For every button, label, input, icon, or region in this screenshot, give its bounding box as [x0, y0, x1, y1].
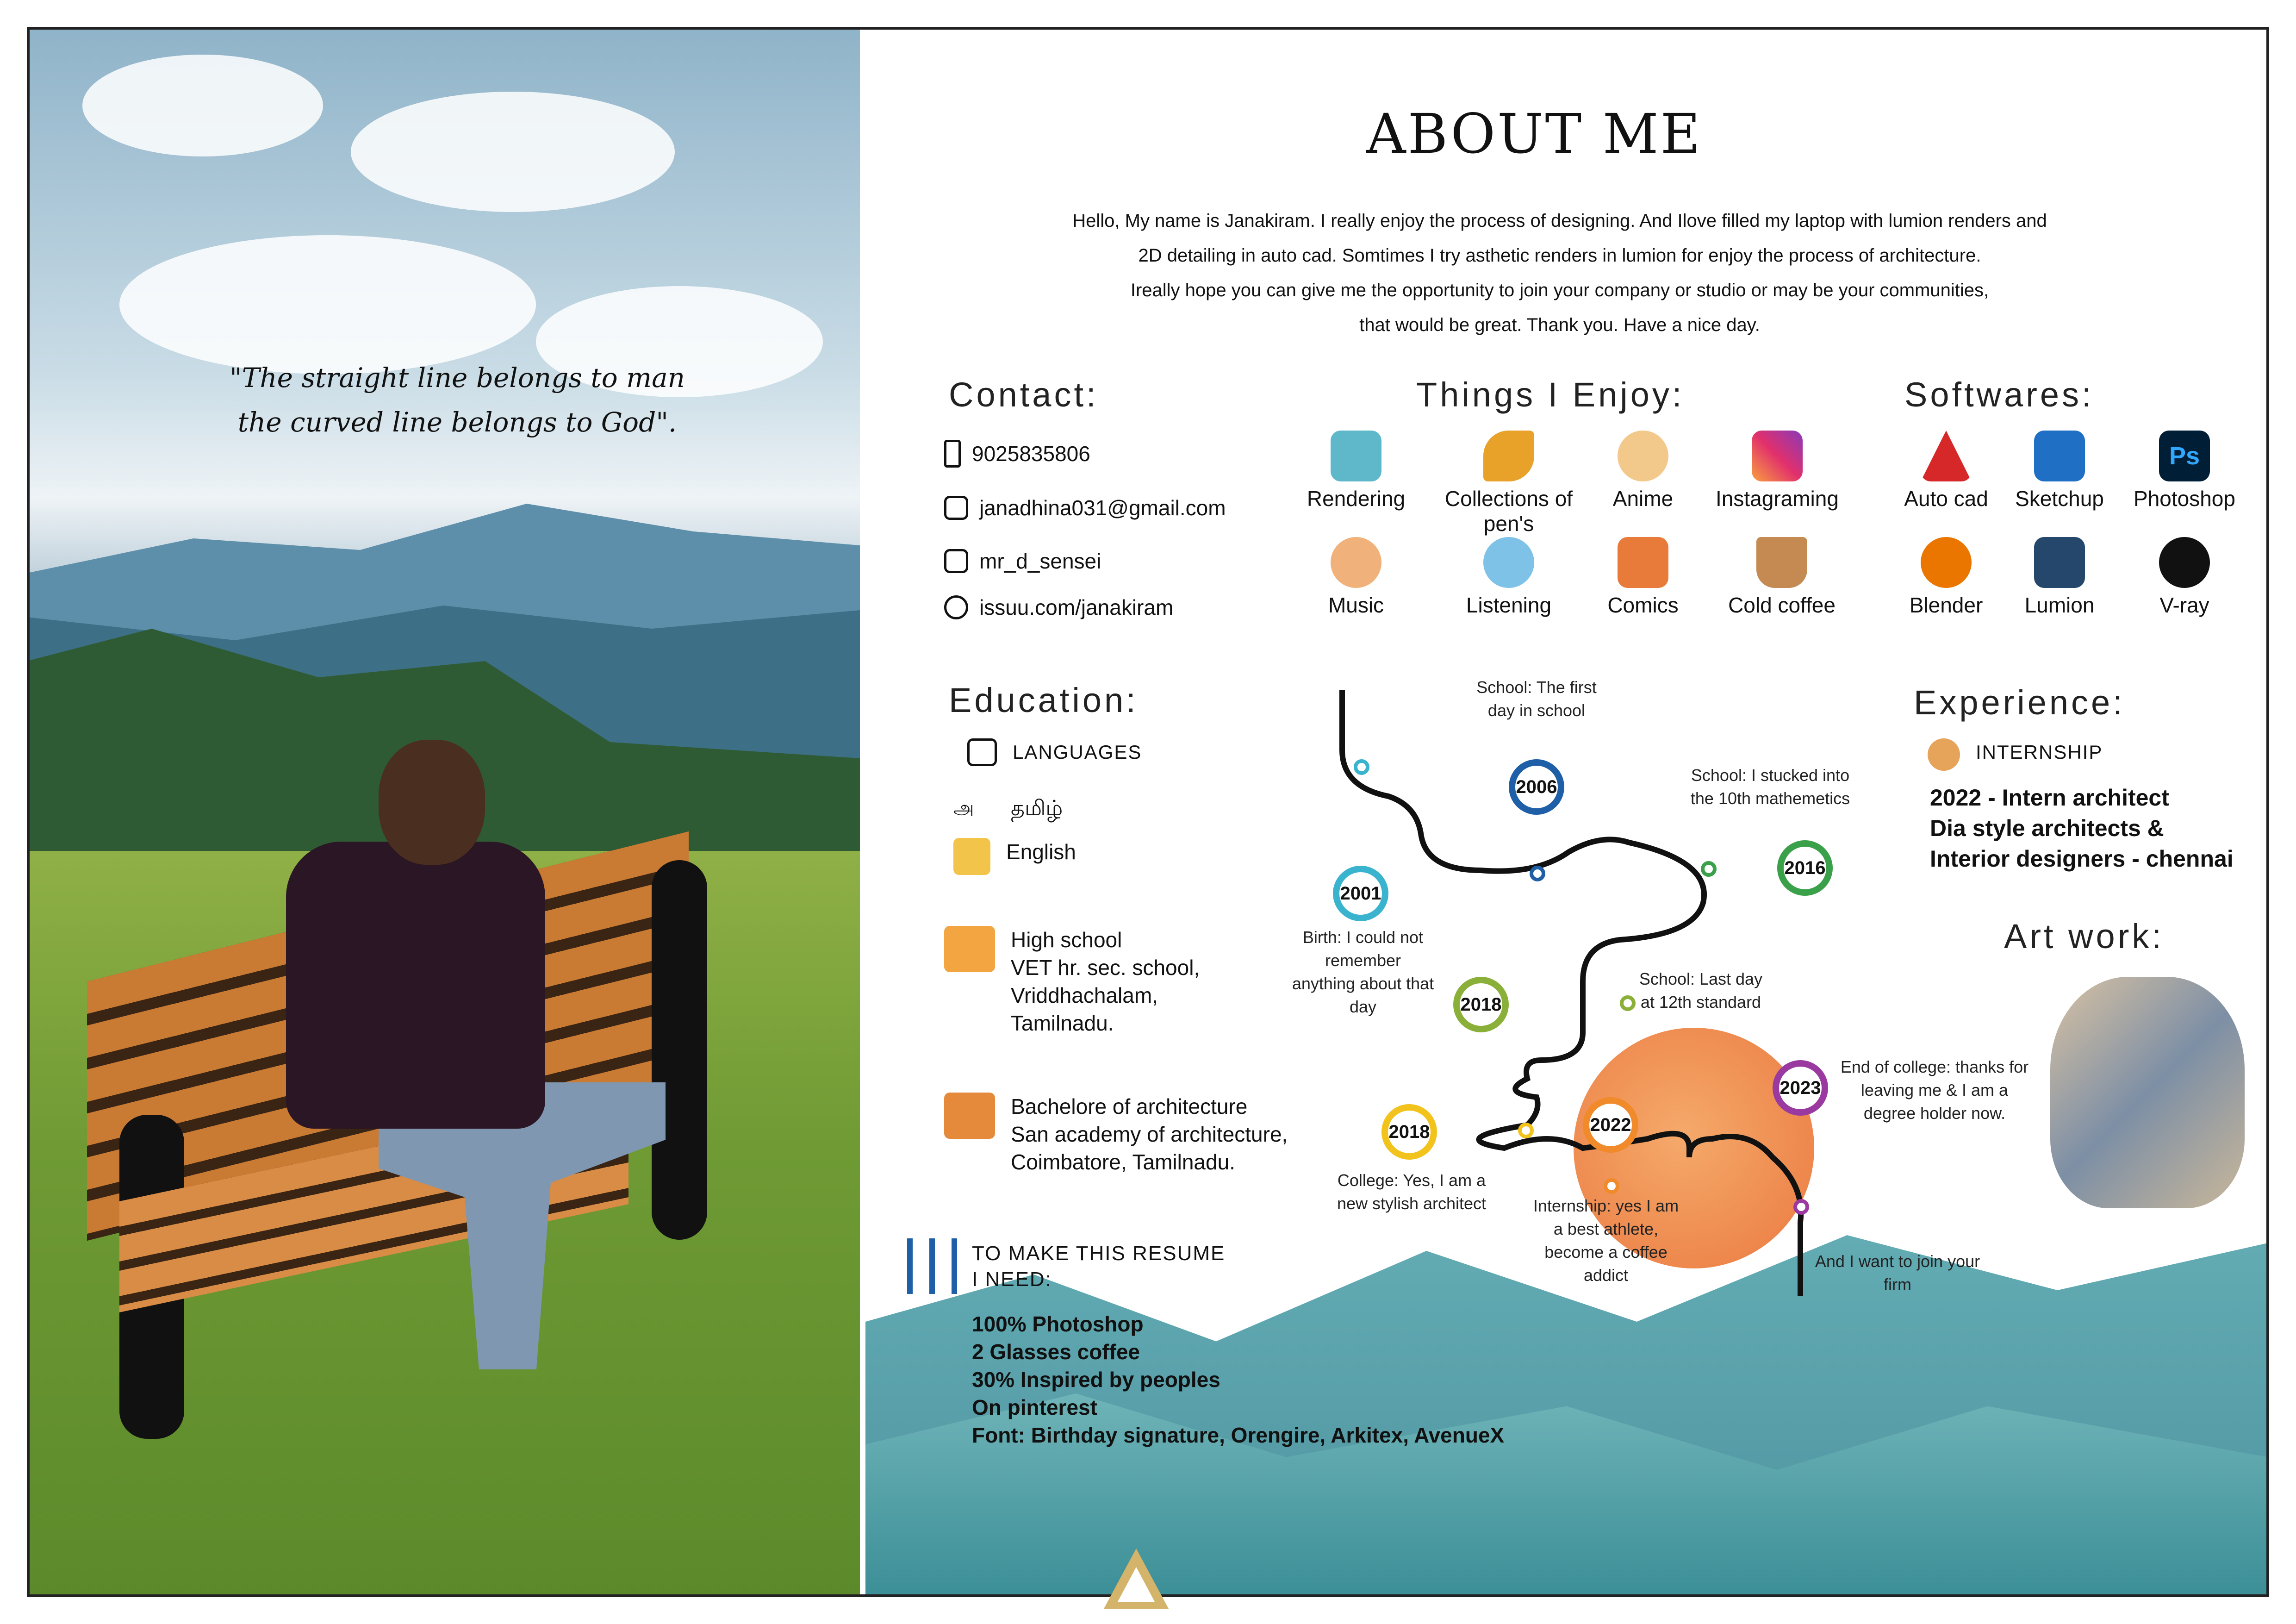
resume-needs-list — [972, 1310, 1504, 1449]
artwork-title: Art work: — [2004, 917, 2164, 956]
enjoy-label: Cold coffee — [1728, 593, 1836, 617]
needs-item: 30% Inspired by peoples — [972, 1368, 1220, 1392]
language-label: English — [1006, 840, 1076, 864]
timeline-label: And I want to join your firm — [1815, 1252, 1980, 1294]
software-label: V-ray — [2159, 593, 2209, 617]
enjoy-label: Comics — [1607, 593, 1679, 617]
logo-icon — [1101, 1546, 1171, 1611]
enjoy-title: Things I Enjoy: — [1416, 375, 1685, 414]
enjoy-label: Instagraming — [1716, 487, 1839, 511]
school-line: Vriddhachalam, — [1011, 983, 1158, 1007]
needs-heading-line: I NEED: — [972, 1268, 1052, 1291]
experience-line: Interior designers - chennai — [1930, 846, 2234, 872]
timeline-node — [1518, 1123, 1534, 1138]
timeline-node — [1354, 759, 1369, 775]
sliders-icon — [907, 1238, 958, 1294]
software-label: Lumion — [2024, 593, 2095, 617]
instagram-handle[interactable]: mr_d_sensei — [979, 549, 1101, 573]
about-title: ABOUT ME — [1366, 102, 1702, 166]
intro-line: Ireally hope you can give me the opportunity to join your company or studio or may be your communities, — [1130, 280, 1989, 300]
internship-heading — [1928, 738, 2103, 771]
timeline-label: Internship: yes I am a best athlete, become a coffee addict — [1533, 1196, 1679, 1285]
college-line: Bachelore of architecture — [1011, 1094, 1248, 1118]
enjoy-label: Collections of pen's — [1444, 487, 1573, 536]
timeline-label: College: Yes, I am a new stylish architect — [1337, 1171, 1487, 1213]
needs-item: 2 Glasses coffee — [972, 1340, 1140, 1364]
timeline-year-2016: 2016 — [1777, 840, 1833, 896]
experience-line: Dia style architects & — [1930, 815, 2164, 841]
enjoy-label: Music — [1328, 593, 1384, 617]
software-label: Photoshop — [2134, 487, 2235, 511]
timeline-label: School: I stucked into the 10th mathemetics — [1690, 766, 1850, 808]
school-line: High school — [1011, 928, 1122, 952]
needs-item: 100% Photoshop — [972, 1312, 1144, 1336]
education-title: Education: — [949, 681, 1139, 719]
phone-number[interactable]: 9025835806 — [972, 442, 1090, 466]
email-address[interactable]: janadhina031@gmail.com — [979, 496, 1226, 520]
timeline-year-2006: 2006 — [1509, 759, 1564, 815]
timeline-label: End of college: thanks for leaving me & I am a degree holder now. — [1840, 1057, 2029, 1123]
enjoy-label: Anime — [1612, 487, 1674, 511]
contact-title: Contact: — [949, 375, 1099, 414]
timeline-year-2018a: 2018 — [1453, 977, 1509, 1032]
intro-line: that would be great. Thank you. Have a nice day. — [1359, 315, 1760, 335]
timeline-node — [1793, 1199, 1809, 1215]
languages-label: LANGUAGES — [1013, 741, 1142, 763]
artwork-collage — [2050, 977, 2245, 1208]
internship-label: INTERNSHIP — [1976, 741, 2103, 763]
experience-title: Experience: — [1914, 683, 2125, 722]
college-line: Coimbatore, Tamilnadu. — [1011, 1150, 1235, 1174]
quote-line: the curved line belongs to God". — [237, 406, 677, 438]
enjoy-label: Rendering — [1307, 487, 1406, 511]
software-label: Sketchup — [2015, 487, 2104, 511]
intro-line: Hello, My name is Janakiram. I really enjoy the process of designing. And Ilove filled my laptop with lumion renders and — [1072, 211, 2047, 231]
software-label: Blender — [1909, 593, 1983, 617]
timeline-label: School: Last day at 12th standard — [1639, 969, 1763, 1012]
timeline-node — [1530, 866, 1545, 881]
timeline-year-2001: 2001 — [1333, 866, 1388, 921]
school-line: VET hr. sec. school, — [1011, 956, 1200, 980]
language-label: தமிழ் — [1011, 795, 1063, 820]
needs-heading-line: TO MAKE THIS RESUME — [972, 1242, 1226, 1265]
school-line: Tamilnadu. — [1011, 1011, 1114, 1035]
timeline-node — [1701, 861, 1717, 877]
software-label: Auto cad — [1904, 487, 1988, 511]
photoshop-icon: Ps — [2159, 431, 2210, 481]
timeline-year-2023: 2023 — [1773, 1060, 1828, 1116]
quote-line: "The straight line belongs to man — [229, 362, 685, 394]
timeline-year-2018b: 2018 — [1381, 1104, 1437, 1160]
needs-item: On pinterest — [972, 1395, 1097, 1419]
timeline-year-2022: 2022 — [1583, 1097, 1638, 1153]
softwares-title: Softwares: — [1904, 375, 2094, 414]
sliders-icon-wrap — [907, 1238, 958, 1294]
timeline-label: Birth: I could not remember anything about that day — [1292, 928, 1434, 1016]
experience-details — [1930, 782, 2234, 874]
timeline-node — [1604, 1178, 1619, 1194]
college-line: San academy of architecture, — [1011, 1122, 1288, 1146]
intro-line: 2D detailing in auto cad. Somtimes I try asthetic renders in lumion for enjoy the process of architecture. — [1138, 245, 1981, 266]
experience-line: 2022 - Intern architect — [1930, 785, 2169, 811]
needs-item: Font: Birthday signature, Orengire, Arkitex, AvenueX — [972, 1423, 1505, 1447]
enjoy-label: Listening — [1466, 593, 1552, 617]
resume-needs-heading — [972, 1241, 1225, 1293]
issuu-link[interactable]: issuu.com/janakiram — [979, 595, 1174, 619]
timeline-label: School: The first day in school — [1476, 678, 1597, 720]
intern-icon — [1928, 738, 1960, 771]
timeline-node — [1620, 995, 1636, 1011]
tamil-icon: அ — [953, 797, 974, 818]
